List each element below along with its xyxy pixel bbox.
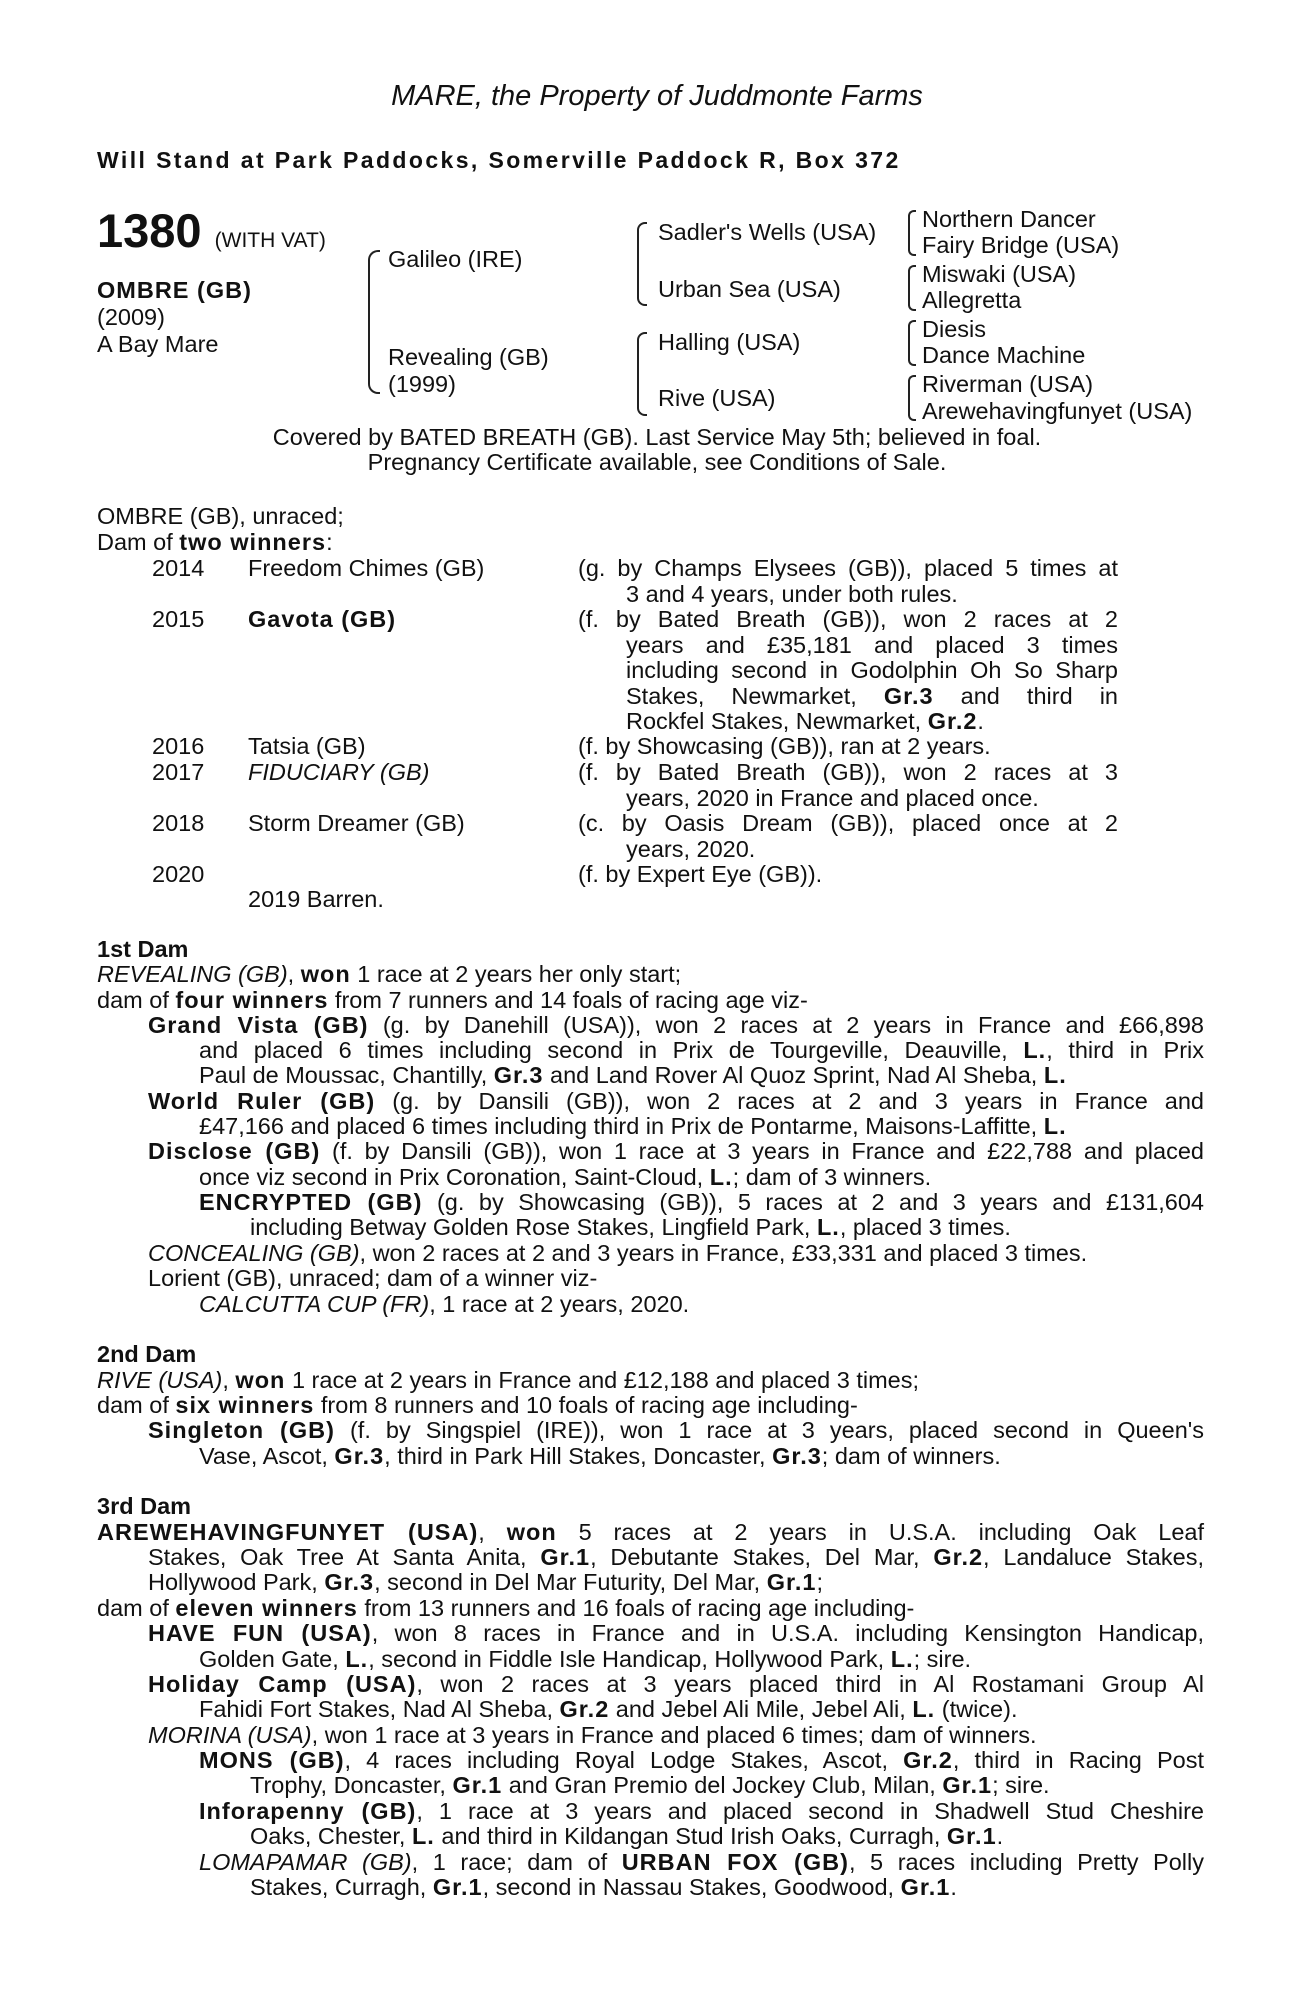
grade: Gr.1 <box>452 1772 503 1798</box>
pedigree-dss: Diesis <box>922 316 986 342</box>
entry-line <box>250 1875 957 1901</box>
progeny-entry <box>199 1799 1204 1825</box>
progeny-entry <box>148 1672 1204 1698</box>
text: including second in Godolphin Oh So Sharp <box>626 657 1118 683</box>
produce-year: 2014 <box>152 555 205 581</box>
progeny-entry <box>148 1139 1204 1165</box>
progeny-entry <box>148 1241 1087 1267</box>
grade: Gr.3 <box>772 1443 822 1469</box>
dam-line <box>148 1545 1204 1571</box>
text: from 13 runners and 16 foals of racing age including- <box>357 1595 915 1621</box>
text <box>626 684 1118 710</box>
section-heading: 1st Dam <box>97 936 189 962</box>
text: ; sire. <box>913 1646 972 1672</box>
detail-line <box>578 709 1118 735</box>
produce-summary <box>97 530 333 556</box>
grade: L. <box>912 1696 936 1722</box>
produce-detail <box>578 862 1118 888</box>
text: , placed 3 times. <box>839 1214 1011 1240</box>
text: Dam of <box>97 529 180 555</box>
dam-line <box>97 1596 914 1622</box>
grade: L. <box>1023 1037 1047 1063</box>
pedigree-brace <box>908 210 916 256</box>
progeny-entry <box>199 1292 689 1318</box>
detail-line <box>578 633 1118 659</box>
produce-year: 2020 <box>152 861 205 887</box>
text: . <box>996 1823 1004 1849</box>
pedigree-brace <box>637 332 647 416</box>
dam-name: AREWEHAVINGFUNYET (USA) <box>97 1519 479 1545</box>
text: , <box>287 961 301 987</box>
progeny-entry <box>199 1748 1204 1774</box>
text: (g. by Dansili (GB)), won 2 races at 2 and 3 years in France and <box>375 1088 1205 1114</box>
text: once viz second in Prix Coronation, Saint-Cloud, <box>199 1164 710 1190</box>
horse-name: CONCEALING (GB) <box>148 1240 360 1266</box>
entry-line <box>199 1850 1204 1876</box>
detail-line: (f. by Bated Breath (GB)), won 2 races at 2 <box>578 606 1118 632</box>
entry-line <box>250 1215 1011 1241</box>
horse-name: URBAN FOX (GB) <box>621 1849 849 1875</box>
grade: Gr.1 <box>942 1772 993 1798</box>
text: , third in Prix <box>1046 1037 1204 1063</box>
text: and third in Kildangan Stud Irish Oaks, Curragh, <box>434 1823 947 1849</box>
detail-line: (f. by Showcasing (GB)), ran at 2 years. <box>578 733 991 759</box>
grade: Gr.2 <box>903 1747 953 1773</box>
entry-line <box>199 1165 931 1191</box>
dam-line <box>148 1570 823 1596</box>
text: . <box>977 708 984 734</box>
text: , second in Del Mar Futurity, Del Mar, <box>374 1569 767 1595</box>
detail-line: (f. by Expert Eye (GB)). <box>578 861 823 887</box>
text: 1 race at 2 years her only start; <box>350 961 682 987</box>
dam-line <box>97 988 808 1014</box>
text: , 4 races including Royal Lodge Stakes, Ascot, <box>344 1747 904 1773</box>
text: (f. by Singspiel (IRE)), won 1 race at 3 years, placed second in Queen's <box>334 1417 1205 1443</box>
lot-number-value: 1380 <box>97 204 202 257</box>
horse-name: Singleton (GB) <box>148 1417 335 1443</box>
horse-name: HAVE FUN (USA) <box>148 1620 372 1646</box>
entry-line <box>148 1139 1204 1165</box>
text: Stakes, Newmarket, <box>626 682 884 709</box>
text: , third in Park Hill Stakes, Doncaster, <box>384 1443 773 1469</box>
text: and Jebel Ali Mile, Jebel Ali, <box>609 1696 913 1722</box>
grade: L. <box>890 1646 914 1672</box>
text: from 8 runners and 10 foals of racing age including- <box>314 1392 858 1418</box>
detail-line: years, 2020 in France and placed once. <box>626 784 1039 811</box>
pedigree-dam: Revealing (GB) <box>388 344 549 370</box>
winners-count: four winners <box>175 987 329 1013</box>
text: ; dam of 3 winners. <box>732 1164 932 1190</box>
text: Stakes, Oak Tree At Santa Anita, <box>148 1544 541 1570</box>
produce-year: 2018 <box>152 810 205 836</box>
produce-intro: OMBRE (GB), unraced; <box>97 503 344 529</box>
text: , won 1 race at 3 years in France and placed 6 times; dam of winners. <box>311 1722 1037 1748</box>
text: £47,166 and placed 6 times including third in Prix de Pontarme, Maisons-Laffitte, <box>199 1113 1044 1139</box>
text: , 5 races including Pretty Polly <box>848 1849 1204 1875</box>
pedigree-sire-dam: Urban Sea (USA) <box>658 276 841 302</box>
entry-line <box>250 1824 1003 1850</box>
horse-name: Grand Vista (GB) <box>148 1012 369 1038</box>
grade: L. <box>345 1646 369 1672</box>
text: ; sire. <box>992 1772 1050 1798</box>
text: . <box>950 1874 957 1900</box>
dam-line <box>97 1368 919 1394</box>
entry-line <box>148 1013 1204 1039</box>
grade: L. <box>816 1214 840 1240</box>
pedigree-dds: Riverman (USA) <box>922 371 1094 397</box>
entry-line <box>148 1545 1204 1571</box>
grade: Gr.1 <box>540 1544 591 1570</box>
progeny-entry <box>148 1418 1204 1444</box>
text: dam of <box>97 987 176 1013</box>
pregnancy-note: Pregnancy Certificate available, see Conditions of Sale. <box>367 449 947 475</box>
entry-line <box>148 1672 1204 1698</box>
stand-location: Will Stand at Park Paddocks, Somerville Paddock R, Box 372 <box>97 147 901 173</box>
horse-name: CALCUTTA CUP (FR) <box>199 1291 430 1317</box>
produce-detail <box>578 811 1118 862</box>
lot-number <box>97 206 326 266</box>
entry-line <box>199 1444 1001 1470</box>
detail-line: years, 2020. <box>626 835 756 862</box>
text: Rockfel Stakes, Newmarket, <box>626 708 928 734</box>
pedigree-sss: Northern Dancer <box>922 206 1096 232</box>
entry-line <box>250 1773 1050 1799</box>
produce-year: 2017 <box>152 759 205 785</box>
detail-line: (g. by Champs Elysees (GB)), placed 5 times at <box>578 555 1118 581</box>
progeny-entry <box>199 1038 1204 1064</box>
pedigree-sire: Galileo (IRE) <box>388 246 523 272</box>
horse-name: OMBRE (GB) <box>97 277 252 303</box>
detail-line: 3 and 4 years, under both rules. <box>626 580 958 607</box>
grade: Gr.3 <box>883 682 934 709</box>
produce-detail <box>578 734 1118 760</box>
text: and third in <box>933 682 1118 709</box>
detail-line: (f. by Bated Breath (GB)), won 2 races at 3 <box>578 759 1118 785</box>
text: (g. by Danehill (USA)), won 2 races at 2 years in France and £66,898 <box>368 1012 1204 1038</box>
text: , 1 race at 2 years, 2020. <box>429 1291 690 1317</box>
entry-line <box>148 1089 1204 1115</box>
horse-name: LOMAPAMAR (GB) <box>199 1849 412 1875</box>
text: 5 races at 2 years in U.S.A. including Oak Leaf <box>556 1519 1204 1545</box>
text: Hollywood Park, <box>148 1569 325 1595</box>
text: Oaks, Chester, <box>250 1823 412 1849</box>
entry-line <box>199 1114 1067 1140</box>
produce-year: 2015 <box>152 606 205 632</box>
produce-name: Tatsia (GB) <box>248 733 366 759</box>
progeny-entry <box>148 1089 1204 1115</box>
horse-name: Inforapenny (GB) <box>199 1798 417 1824</box>
pedigree-dam-year: (1999) <box>388 371 456 397</box>
entry-line <box>148 1621 1204 1647</box>
winners-count: six winners <box>175 1392 315 1418</box>
produce-detail <box>578 607 1118 735</box>
grade: Gr.2 <box>927 708 978 734</box>
entry-line <box>199 1799 1204 1825</box>
text: , <box>222 1367 236 1393</box>
text: from 7 runners and 14 foals of racing age viz- <box>328 987 808 1013</box>
text: ; dam of winners. <box>821 1443 1001 1469</box>
progeny-entry <box>199 1850 1204 1876</box>
entry-line <box>97 1520 1204 1546</box>
grade: Gr.1 <box>946 1823 997 1849</box>
grade: L. <box>1043 1113 1067 1139</box>
text: , Debutante Stakes, Del Mar, <box>590 1544 934 1570</box>
produce-detail <box>578 760 1118 811</box>
grade: Gr.1 <box>900 1874 951 1900</box>
grade: Gr.3 <box>493 1062 544 1088</box>
text: , Landaluce Stakes, <box>983 1544 1204 1570</box>
pedigree-brace <box>908 375 916 421</box>
barren-note: 2019 Barren. <box>248 886 384 912</box>
text: won <box>235 1367 286 1393</box>
detail-line: (c. by Oasis Dream (GB)), placed once at 2 <box>578 810 1118 836</box>
dam-line <box>97 1393 858 1419</box>
grade: Gr.2 <box>559 1696 610 1722</box>
grade: Gr.1 <box>766 1569 817 1595</box>
produce-year: 2016 <box>152 733 205 759</box>
pedigree-sds: Miswaki (USA) <box>922 261 1077 287</box>
detail-line <box>578 658 1118 684</box>
text: (g. by Showcasing (GB)), 5 races at 2 and 3 years and £131,604 <box>422 1189 1204 1215</box>
horse-name: MONS (GB) <box>199 1747 345 1773</box>
dam-line <box>97 1520 1204 1546</box>
produce-detail <box>578 556 1118 607</box>
text: and Gran Premio del Jockey Club, Milan, <box>502 1772 943 1798</box>
produce-name: FIDUCIARY (GB) <box>248 759 430 785</box>
dam-line <box>97 962 681 988</box>
grade: L. <box>411 1823 435 1849</box>
entry-line <box>199 1697 1017 1723</box>
text: Stakes, Curragh, <box>250 1874 433 1900</box>
covered-note: Covered by BATED BREATH (GB). Last Service May 5th; believed in foal. <box>272 424 1042 450</box>
text: : <box>326 529 333 555</box>
pedigree-brace <box>908 320 916 366</box>
text: , <box>478 1519 507 1545</box>
produce-name: Freedom Chimes (GB) <box>248 555 485 581</box>
section-heading: 2nd Dam <box>97 1341 197 1367</box>
horse-name: Holiday Camp (USA) <box>148 1671 417 1697</box>
vat-note: (WITH VAT) <box>214 229 326 252</box>
text: dam of <box>97 1595 176 1621</box>
produce-name: Gavota (GB) <box>248 606 397 632</box>
pedigree-brace <box>908 265 916 311</box>
entry-line <box>199 1748 1204 1774</box>
text: , won 2 races at 2 and 3 years in France, £33,331 and placed 3 times. <box>359 1240 1088 1266</box>
grade: L. <box>709 1164 733 1190</box>
grade: Gr.3 <box>324 1569 375 1595</box>
detail-line <box>578 684 1118 710</box>
horse-description: A Bay Mare <box>97 331 219 357</box>
page-title: MARE, the Property of Juddmonte Farms <box>391 80 923 112</box>
winners-count: eleven winners <box>175 1595 358 1621</box>
text: won <box>506 1519 557 1545</box>
horse-name: World Ruler (GB) <box>148 1088 376 1114</box>
progeny-entry <box>148 1621 1204 1647</box>
text: and Land Rover Al Quoz Sprint, Nad Al Sheba, <box>543 1062 1044 1088</box>
entry-line <box>199 1647 971 1673</box>
grade: L. <box>1043 1062 1067 1088</box>
produce-name: Storm Dreamer (GB) <box>248 810 465 836</box>
pedigree-dam-sire: Halling (USA) <box>658 329 801 355</box>
text: , 1 race at 3 years and placed second in Shadwell Stud Cheshire <box>416 1798 1204 1824</box>
text: , second in Nassau Stakes, Goodwood, <box>482 1874 901 1900</box>
text: dam of <box>97 1392 176 1418</box>
text: won <box>300 961 351 987</box>
horse-year: (2009) <box>97 304 165 330</box>
grade: Gr.2 <box>933 1544 984 1570</box>
winners-count: two winners <box>179 529 327 555</box>
text: including Betway Golden Rose Stakes, Lingfield Park, <box>250 1214 817 1240</box>
pedigree-dam-dam: Rive (USA) <box>658 385 776 411</box>
horse-name: Disclose (GB) <box>148 1138 321 1164</box>
text: ; <box>816 1569 823 1595</box>
text: , won 8 races in France and in U.S.A. including Kensington Handicap, <box>371 1620 1204 1646</box>
text: , second in Fiddle Isle Handicap, Hollywood Park, <box>368 1646 891 1672</box>
pedigree-dsd: Dance Machine <box>922 342 1086 368</box>
progeny-entry <box>199 1190 1204 1216</box>
pedigree-sdd: Allegretta <box>922 287 1022 313</box>
text: Trophy, Doncaster, <box>250 1772 453 1798</box>
entry-line <box>199 1063 1067 1089</box>
text: Golden Gate, <box>199 1646 346 1672</box>
entry-line <box>199 1038 1204 1064</box>
text: 1 race at 2 years in France and £12,188 and placed 3 times; <box>285 1367 920 1393</box>
text: , 1 race; dam of <box>411 1849 622 1875</box>
progeny-entry: Lorient (GB), unraced; dam of a winner viz- <box>148 1265 598 1291</box>
text: , won 2 races at 3 years placed third in Al Rostamani Group Al <box>416 1671 1204 1697</box>
entry-line <box>199 1190 1204 1216</box>
text: (twice). <box>935 1696 1018 1722</box>
progeny-entry <box>148 1013 1204 1039</box>
pedigree-brace <box>368 250 380 394</box>
dam-name: REVEALING (GB) <box>97 961 288 987</box>
progeny-entry <box>148 1723 1037 1749</box>
text: Paul de Moussac, Chantilly, <box>199 1062 494 1088</box>
section-heading: 3rd Dam <box>97 1493 192 1519</box>
dam-name: RIVE (USA) <box>97 1367 223 1393</box>
horse-name: ENCRYPTED (GB) <box>199 1189 423 1215</box>
pedigree-ssd: Fairy Bridge (USA) <box>922 232 1120 258</box>
pedigree-sire-sire: Sadler's Wells (USA) <box>658 219 877 245</box>
text: Vase, Ascot, <box>199 1443 335 1469</box>
text: Fahidi Fort Stakes, Nad Al Sheba, <box>199 1696 560 1722</box>
grade: Gr.3 <box>334 1443 385 1469</box>
grade: Gr.1 <box>432 1874 483 1900</box>
pedigree-brace <box>637 222 647 306</box>
horse-name: MORINA (USA) <box>148 1722 312 1748</box>
text: , third in Racing Post <box>952 1747 1204 1773</box>
pedigree-ddd: Arewehavingfunyet (USA) <box>922 398 1193 424</box>
text: and placed 6 times including second in Prix de Tourgeville, Deauville, <box>199 1037 1024 1063</box>
entry-line <box>148 1418 1204 1444</box>
text: years and £35,181 and placed 3 times <box>626 631 1118 658</box>
text: (f. by Dansili (GB)), won 1 race at 3 years in France and £22,788 and placed <box>320 1138 1204 1164</box>
